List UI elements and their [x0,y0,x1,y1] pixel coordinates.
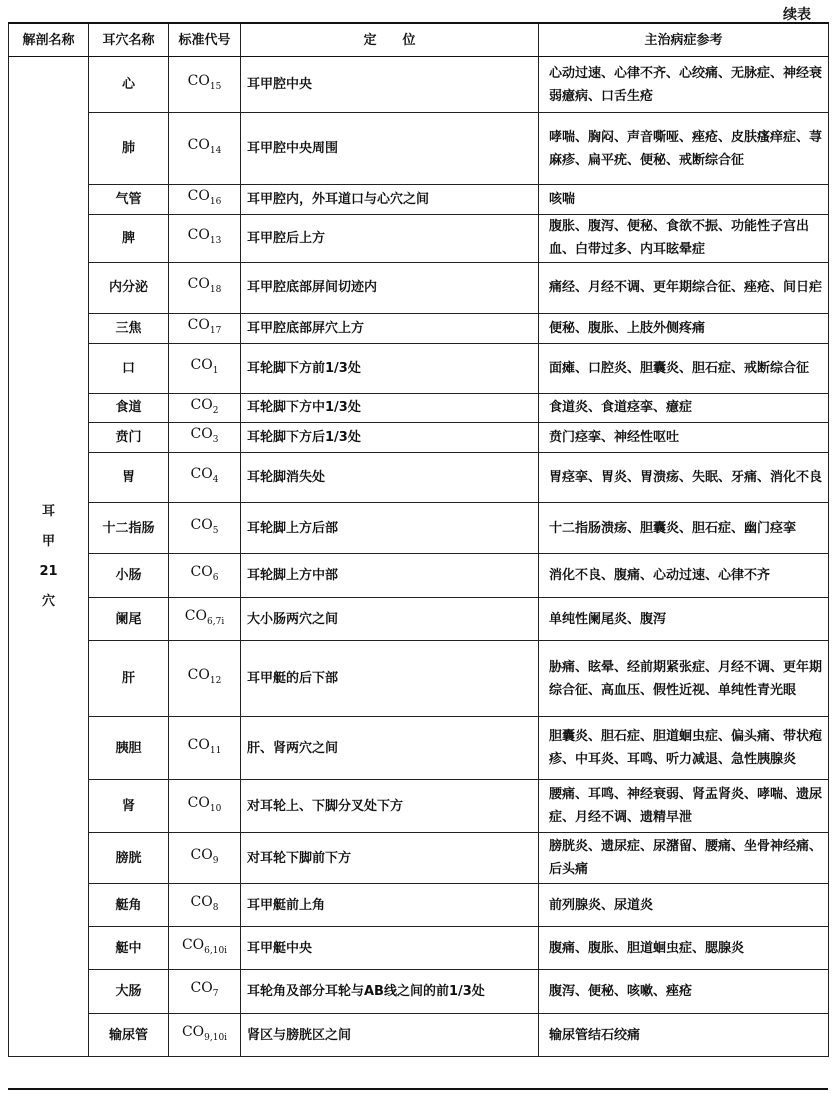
table-row [9,503,829,554]
point-code-cell [169,262,241,313]
table-row [9,554,829,598]
anatomy-name-char: 甲 [41,533,55,549]
point-location-cell: 对耳轮下脚前下方 [241,833,539,884]
point-code-cell [169,641,241,717]
point-indications-cell: 食道炎、食道痉挛、癔症 [539,393,829,423]
table-row [9,313,829,343]
code-subscript: 5 [212,525,219,536]
code-subscript: 6,10i [204,945,228,956]
point-name-cell: 贲门 [89,423,169,453]
table-row [9,423,829,453]
code-base: CO [190,980,213,997]
header-location: 定 位 [241,23,539,57]
point-name-cell: 心 [89,57,169,113]
code-base: CO [190,516,213,533]
point-indications-cell: 咳喘 [539,185,829,215]
point-name-cell: 胰胆 [89,717,169,780]
code-subscript: 16 [209,196,222,207]
point-name-cell: 食道 [89,393,169,423]
point-name-cell: 小肠 [89,554,169,598]
point-name-cell: 脾 [89,214,169,262]
point-code-cell [169,113,241,185]
code-subscript: 14 [209,145,222,156]
point-location-cell: 肾区与膀胱区之间 [241,1014,539,1057]
point-name-cell: 肺 [89,113,169,185]
code-base: CO [187,73,210,90]
point-code-cell [169,780,241,833]
point-indications-cell: 便秘、腹胀、上肢外侧疼痛 [539,313,829,343]
code-subscript: 18 [209,285,222,296]
table-row [9,884,829,927]
point-name-cell: 三焦 [89,313,169,343]
point-code-cell [169,343,241,393]
code-subscript: 3 [212,435,219,446]
code-subscript: 6,7i [207,616,225,627]
point-code-cell [169,1014,241,1057]
point-location-cell: 耳甲艇中央 [241,927,539,970]
anatomy-name-char: 耳 [41,503,55,519]
point-name-cell: 大肠 [89,970,169,1014]
code-subscript: 12 [209,676,222,687]
code-subscript: 2 [212,405,219,416]
table-row [9,641,829,717]
point-code-cell [169,313,241,343]
header-row [9,23,829,57]
table-body [9,57,829,1057]
point-location-cell: 耳甲腔底部屏穴上方 [241,313,539,343]
header-anatomy: 解剖名称 [9,23,89,57]
code-base: CO [190,426,213,443]
continued-label: 续表 [783,7,811,23]
point-location-cell: 大小肠两穴之间 [241,598,539,641]
point-code-cell [169,884,241,927]
point-name-cell: 十二指肠 [89,503,169,554]
point-location-cell: 耳甲腔后上方 [241,214,539,262]
point-name-cell: 胃 [89,453,169,503]
point-location-cell: 耳轮脚消失处 [241,453,539,503]
point-indications-cell: 胃痉挛、胃炎、胃溃疡、失眠、牙痛、消化不良 [539,453,829,503]
point-indications-cell: 单纯性阑尾炎、腹泻 [539,598,829,641]
point-name-cell: 阑尾 [89,598,169,641]
code-subscript: 6 [212,573,219,584]
table-row [9,113,829,185]
code-base: CO [190,893,213,910]
point-location-cell: 耳轮脚下方后1/3处 [241,423,539,453]
code-base: CO [187,276,210,293]
point-name-cell: 艇中 [89,927,169,970]
point-indications-cell: 输尿管结石绞痛 [539,1014,829,1057]
code-base: CO [190,356,213,373]
code-subscript: 9,10i [204,1032,228,1043]
code-subscript: 9 [212,855,219,866]
table-row [9,833,829,884]
point-indications-cell: 膀胱炎、遗尿症、尿潴留、腰痛、坐骨神经痛、后头痛 [539,833,829,884]
code-base: CO [187,316,210,333]
code-base: CO [190,846,213,863]
code-base: CO [187,736,210,753]
code-subscript: 13 [209,235,222,246]
table-row [9,262,829,313]
point-location-cell: 耳轮脚下方中1/3处 [241,393,539,423]
point-indications-cell: 胆囊炎、胆石症、胆道蛔虫症、偏头痛、带状疱疹、中耳炎、耳鸣、听力减退、急性胰腺炎 [539,717,829,780]
point-code-cell [169,717,241,780]
code-base: CO [184,607,207,624]
point-code-cell [169,185,241,215]
point-code-cell [169,833,241,884]
code-subscript: 7 [212,989,219,1000]
point-name-cell: 膀胱 [89,833,169,884]
table-row [9,343,829,393]
point-indications-cell: 腹痛、腹胀、胆道蛔虫症、腮腺炎 [539,927,829,970]
point-code-cell [169,970,241,1014]
code-subscript: 11 [209,745,222,756]
point-code-cell [169,453,241,503]
point-name-cell: 内分泌 [89,262,169,313]
point-location-cell: 耳甲艇前上角 [241,884,539,927]
point-indications-cell: 面瘫、口腔炎、胆囊炎、胆石症、戒断综合征 [539,343,829,393]
code-base: CO [181,936,205,953]
point-code-cell [169,598,241,641]
point-indications-cell: 消化不良、腹痛、心动过速、心律不齐 [539,554,829,598]
point-name-cell: 输尿管 [89,1014,169,1057]
point-location-cell: 耳甲腔中央 [241,57,539,113]
point-location-cell: 耳甲艇的后下部 [241,641,539,717]
point-code-cell [169,214,241,262]
code-base: CO [190,396,213,413]
code-base: CO [187,188,210,204]
point-code-cell [169,393,241,423]
table-row [9,780,829,833]
header-indications: 主治病症参考 [539,23,829,57]
point-name-cell: 气管 [89,185,169,215]
point-indications-cell: 腹泻、便秘、咳嗽、痤疮 [539,970,829,1014]
point-name-cell: 艇角 [89,884,169,927]
table-row [9,970,829,1014]
table-row [9,185,829,215]
code-base: CO [187,137,210,154]
anatomy-name-char: 21 [39,563,58,579]
code-subscript: 15 [209,81,222,92]
acupoint-table [8,22,829,1057]
code-base: CO [187,667,210,684]
point-indications-cell: 哮喘、胸闷、声音嘶哑、痤疮、皮肤瘙痒症、荨麻疹、扁平疣、便秘、戒断综合征 [539,113,829,185]
point-indications-cell: 腰痛、耳鸣、神经衰弱、肾盂肾炎、哮喘、遗尿症、月经不调、遗精早泄 [539,780,829,833]
table-row [9,717,829,780]
point-indications-cell: 贲门痉挛、神经性呕吐 [539,423,829,453]
point-location-cell: 耳轮角及部分耳轮与AB线之间的前1/3处 [241,970,539,1014]
point-location-cell: 耳轮脚上方中部 [241,554,539,598]
bottom-rule [8,1088,828,1090]
point-indications-cell: 前列腺炎、尿道炎 [539,884,829,927]
point-location-cell: 肝、肾两穴之间 [241,717,539,780]
code-subscript: 1 [212,365,219,376]
table-row [9,393,829,423]
point-location-cell: 耳甲腔底部屏间切迹内 [241,262,539,313]
point-indications-cell: 十二指肠溃疡、胆囊炎、胆石症、幽门痉挛 [539,503,829,554]
point-indications-cell: 心动过速、心律不齐、心绞痛、无脉症、神经衰弱癔病、口舌生疮 [539,57,829,113]
code-subscript: 17 [209,325,222,336]
table-row [9,927,829,970]
point-location-cell: 耳甲腔中央周围 [241,113,539,185]
point-location-cell: 耳轮脚上方后部 [241,503,539,554]
code-subscript: 8 [212,902,219,913]
point-code-cell [169,554,241,598]
header-point-name: 耳穴名称 [89,23,169,57]
point-location-cell: 对耳轮上、下脚分叉处下方 [241,780,539,833]
table-row [9,1014,829,1057]
table-row [9,598,829,641]
code-base: CO [187,794,210,811]
anatomy-name-char: 穴 [41,593,55,609]
code-base: CO [187,226,210,243]
code-base: CO [190,564,213,581]
table-row [9,214,829,262]
point-indications-cell: 腹胀、腹泻、便秘、食欲不振、功能性子宫出血、白带过多、内耳眩晕症 [539,214,829,262]
code-subscript: 10 [209,803,222,814]
table-row [9,57,829,113]
point-code-cell [169,927,241,970]
code-subscript: 4 [212,475,219,486]
header-code: 标准代号 [169,23,241,57]
code-base: CO [190,466,213,483]
point-location-cell: 耳甲腔内，外耳道口与心穴之间 [241,185,539,215]
code-base: CO [181,1023,205,1040]
point-location-cell: 耳轮脚下方前1/3处 [241,343,539,393]
point-name-cell: 口 [89,343,169,393]
point-code-cell [169,503,241,554]
point-name-cell: 肝 [89,641,169,717]
point-name-cell: 肾 [89,780,169,833]
point-code-cell [169,423,241,453]
point-indications-cell: 胁痛、眩晕、经前期紧张症、月经不调、更年期综合征、高血压、假性近视、单纯性青光眼 [539,641,829,717]
table-row [9,453,829,503]
point-code-cell [169,57,241,113]
anatomy-name-cell [9,57,89,1057]
point-indications-cell: 痛经、月经不调、更年期综合征、痤疮、间日疟 [539,262,829,313]
